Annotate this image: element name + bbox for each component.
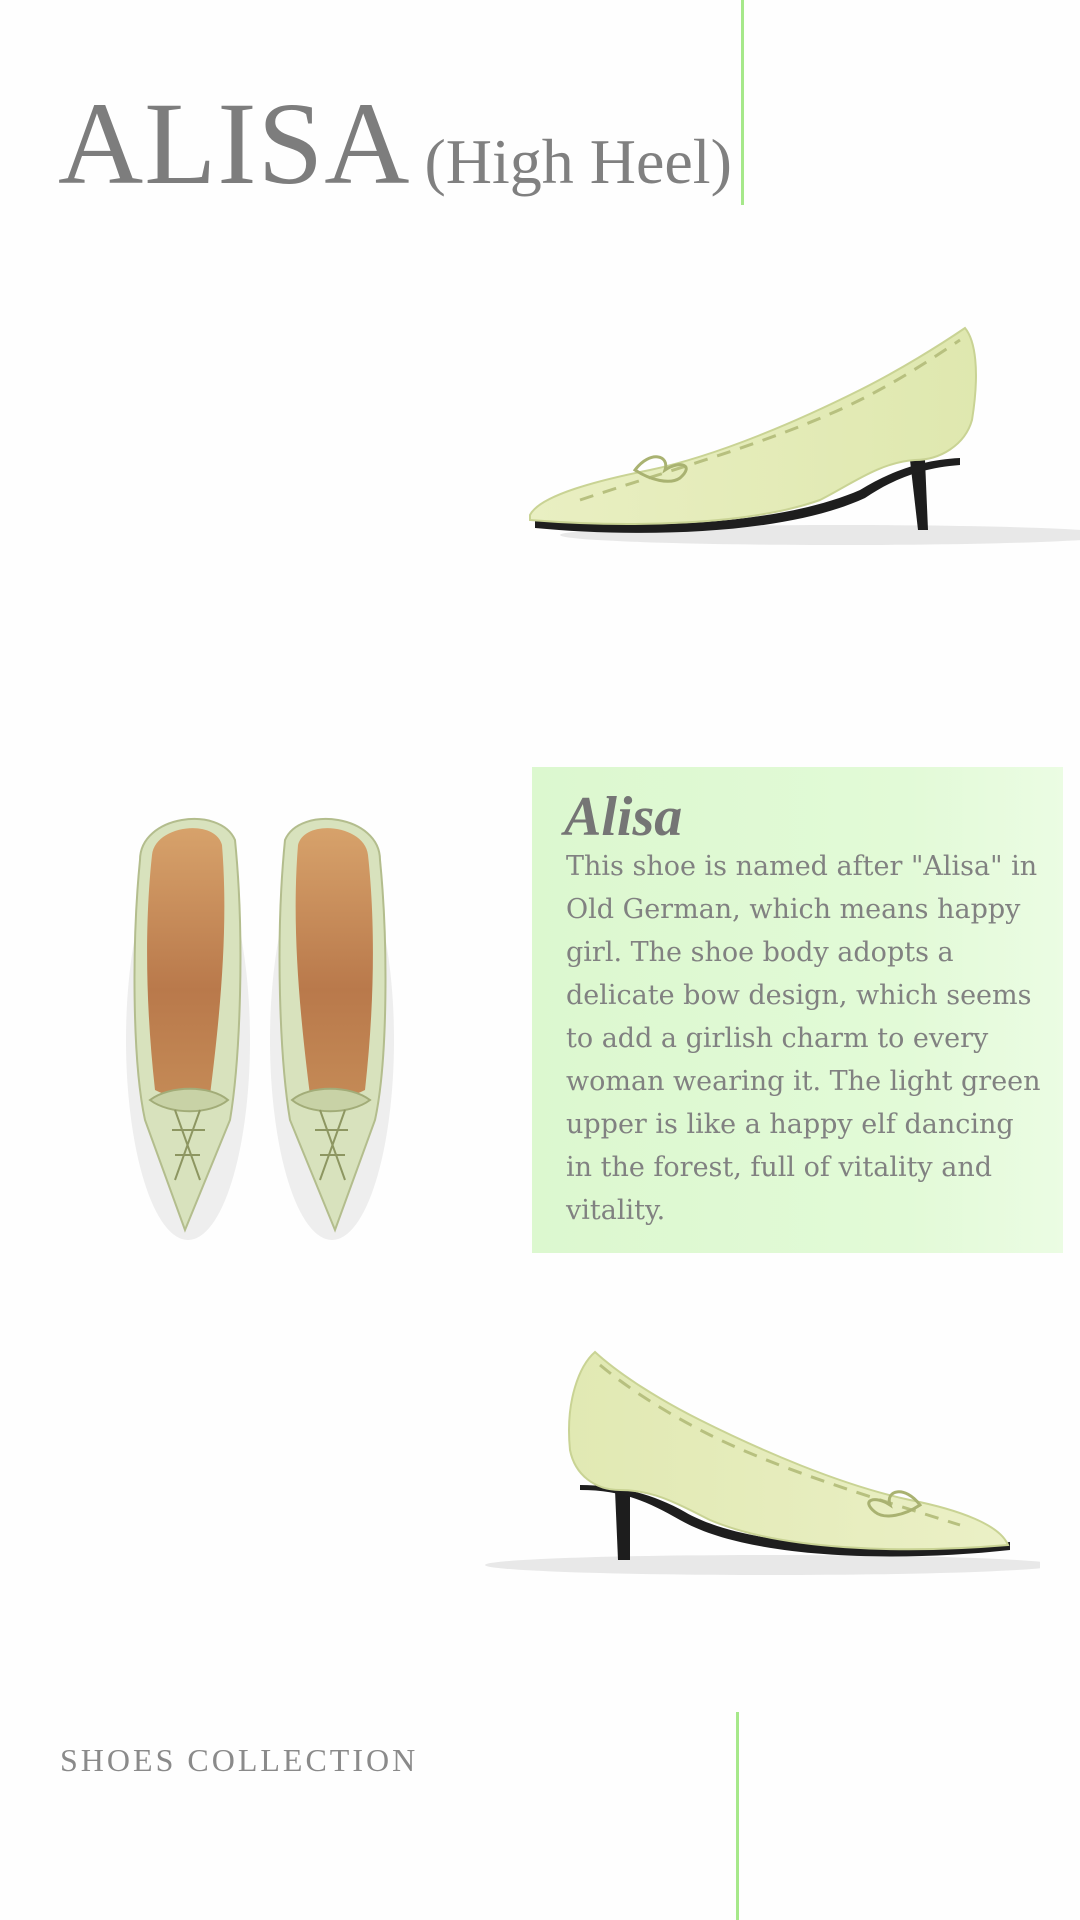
shoe-side-view-icon (480, 1340, 1040, 1580)
shoe-side-view-image (520, 320, 1080, 550)
collection-label: SHOES COLLECTION (60, 1742, 419, 1778)
accent-line-top (741, 0, 744, 205)
product-name: ALISA (58, 78, 411, 209)
shoe-side-view-image (480, 1340, 1040, 1580)
product-type: (High Heel) (424, 126, 732, 197)
shoe-top-view-icon (110, 800, 410, 1250)
accent-line-bottom (736, 1712, 739, 1920)
page-title (58, 76, 732, 212)
card-description: This shoe is named after "Alisa" in Old German, which means happy girl. The shoe body adopts a delicate bow design, which seems to add a girlish charm to every woman wearing it. The light green upper is like a happy elf dancing in the forest, full of vitality and vitality. (566, 851, 1041, 1226)
description-card (532, 767, 1063, 1253)
shoe-side-view-icon (520, 320, 1080, 550)
card-title: Alisa (564, 786, 683, 848)
shoe-top-view-image (110, 800, 410, 1250)
